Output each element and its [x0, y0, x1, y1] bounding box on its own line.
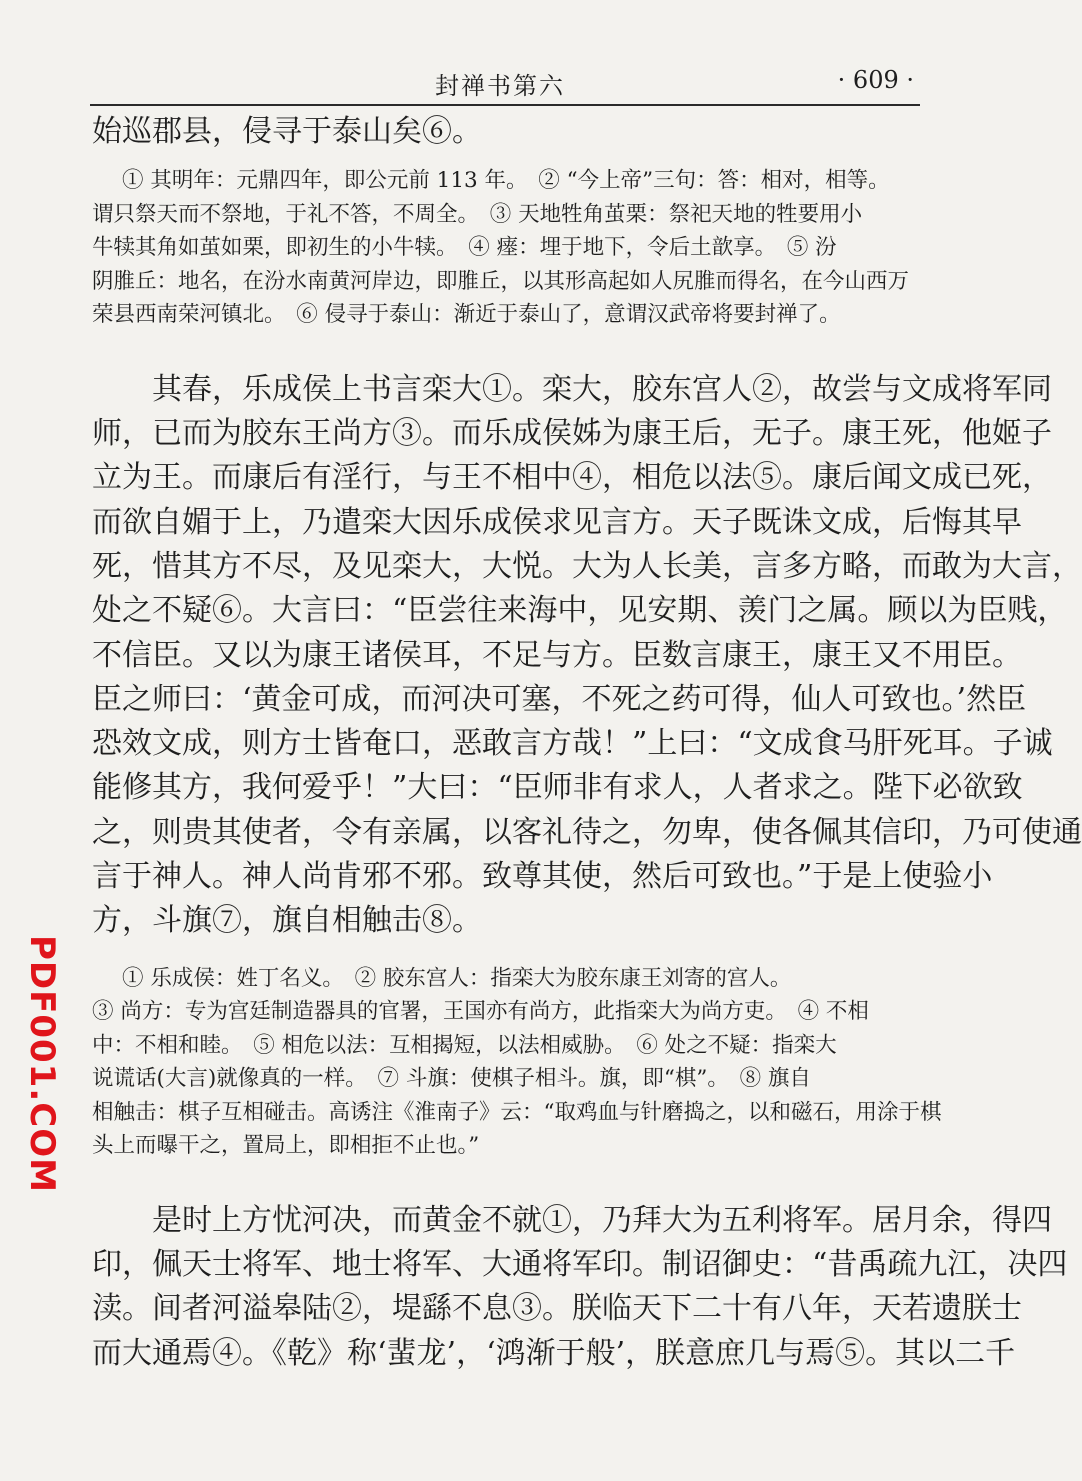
spacer: [92, 1163, 918, 1199]
text-line: 方，斗旗⑦，旗自相触击⑧。: [92, 903, 482, 939]
note-line: 相触击：棋子互相碰击。高诱注《淮南子》云：“取鸡血与针磨捣之，以和磁石，用涂于棋: [92, 1099, 942, 1125]
text-line: 不信臣。又以为康王诸侯耳，不足与方。臣数言康王，康王又不用臣。: [92, 637, 1022, 673]
spacer: [92, 332, 918, 368]
note-line: 牛犊其角如茧如栗，即初生的小牛犊。 ④ 瘗：埋于地下，令后土歆享。 ⑤ 汾: [92, 235, 837, 261]
text-line: 而欲自媚于上，乃遣栾大因乐成侯求见言方。天子既诛文成，后悔其早: [92, 504, 1022, 540]
text-line: 能修其方，我何爱乎！”大曰：“臣师非有求人，人者求之。陛下必欲致: [92, 770, 1023, 806]
spacer: [92, 154, 918, 164]
note-line: 说谎话(大言)就像真的一样。 ⑦ 斗旗：使棋子相斗。旗，即“棋”。 ⑧ 旗自: [92, 1066, 811, 1092]
text-line: 死，惜其方不尽，及见栾大，大悦。大为人长美，言多方略，而敢为大言，: [92, 548, 1082, 584]
note-line: ① 其明年：元鼎四年，即公元前 113 年。 ② “今上帝”三句：答：相对，相等。: [122, 168, 890, 194]
text-line: 印，佩天士将军、地士将军、大通将军印。制诏御史：“昔禹疏九江，决四: [92, 1246, 1068, 1282]
note-line: 谓只祭天而不祭地，于礼不答，不周全。 ③ 天地牲角茧栗：祭祀天地的牲要用小: [92, 201, 863, 227]
text-line: 处之不疑⑥。大言曰：“臣尝往来海中，见安期、羡门之属。顾以为臣贱，: [92, 593, 1068, 629]
header-rule: [90, 104, 920, 106]
text-line: 言于神人。神人尚肯邪不邪。致尊其使，然后可致也。”于是上使验小: [92, 859, 993, 895]
main-text: [92, 110, 1082, 1376]
note-line: ① 乐成侯：姓丁名义。 ② 胶东宫人：指栾大为胶东康王刘寄的宫人。: [122, 965, 792, 991]
note-line: 中：不相和睦。 ⑤ 相危以法：互相揭短，以法相威胁。 ⑥ 处之不疑：指栾大: [92, 1032, 837, 1058]
text-line: 而大通焉④。《乾》称‘蜚龙’，‘鸿渐于般’，朕意庶几与焉⑤。其以二千: [92, 1335, 1016, 1371]
spacer: [92, 944, 918, 962]
text-line: 渎。间者河溢皋陆②，堤繇不息③。朕临天下二十有八年，天若遗朕士: [92, 1291, 1022, 1327]
text-line: 师，已而为胶东王尚方③。而乐成侯姊为康王后，无子。康王死，他姬子: [92, 416, 1052, 452]
note-line: ③ 尚方：专为宫廷制造器具的官署，王国亦有尚方，此指栾大为尚方吏。 ④ 不相: [92, 999, 869, 1025]
note-line: 头上而曝干之，置局上，即相拒不止也。”: [92, 1133, 480, 1159]
text-line: 臣之师曰：‘黄金可成，而河决可塞，不死之药可得，仙人可致也。’然臣: [92, 681, 1027, 717]
text-line: 其春，乐成侯上书言栾大①。栾大，胶东宫人②，故尝与文成将军同: [152, 371, 1052, 407]
text-line: 之，则贵其使者，令有亲属，以客礼待之，勿卑，使各佩其信印，乃可使通: [92, 814, 1082, 850]
running-header: [90, 62, 920, 106]
note-line: 阴脽丘：地名，在汾水南黄河岸边，即脽丘，以其形高起如人尻脽而得名，在今山西万: [92, 268, 910, 294]
text-line: 恐效文成，则方士皆奄口，恶敢言方哉！”上曰：“文成食马肝死耳。子诚: [92, 726, 1053, 762]
page-number: · 609 ·: [837, 66, 914, 94]
text-line: 是时上方忧河决，而黄金不就①，乃拜大为五利将军。居月余，得四: [152, 1202, 1052, 1238]
text-line: 始巡郡县，侵寻于泰山矣⑥。: [92, 114, 482, 149]
watermark-text: PDF001.COM: [22, 935, 62, 1193]
header-title: 封禅书第六: [435, 72, 565, 100]
note-line: 荣县西南荣河镇北。 ⑥ 侵寻于泰山：渐近于泰山了，意谓汉武帝将要封禅了。: [92, 302, 841, 328]
text-line: 立为王。而康后有淫行，与王不相中④，相危以法⑤。康后闻文成已死，: [92, 460, 1052, 496]
